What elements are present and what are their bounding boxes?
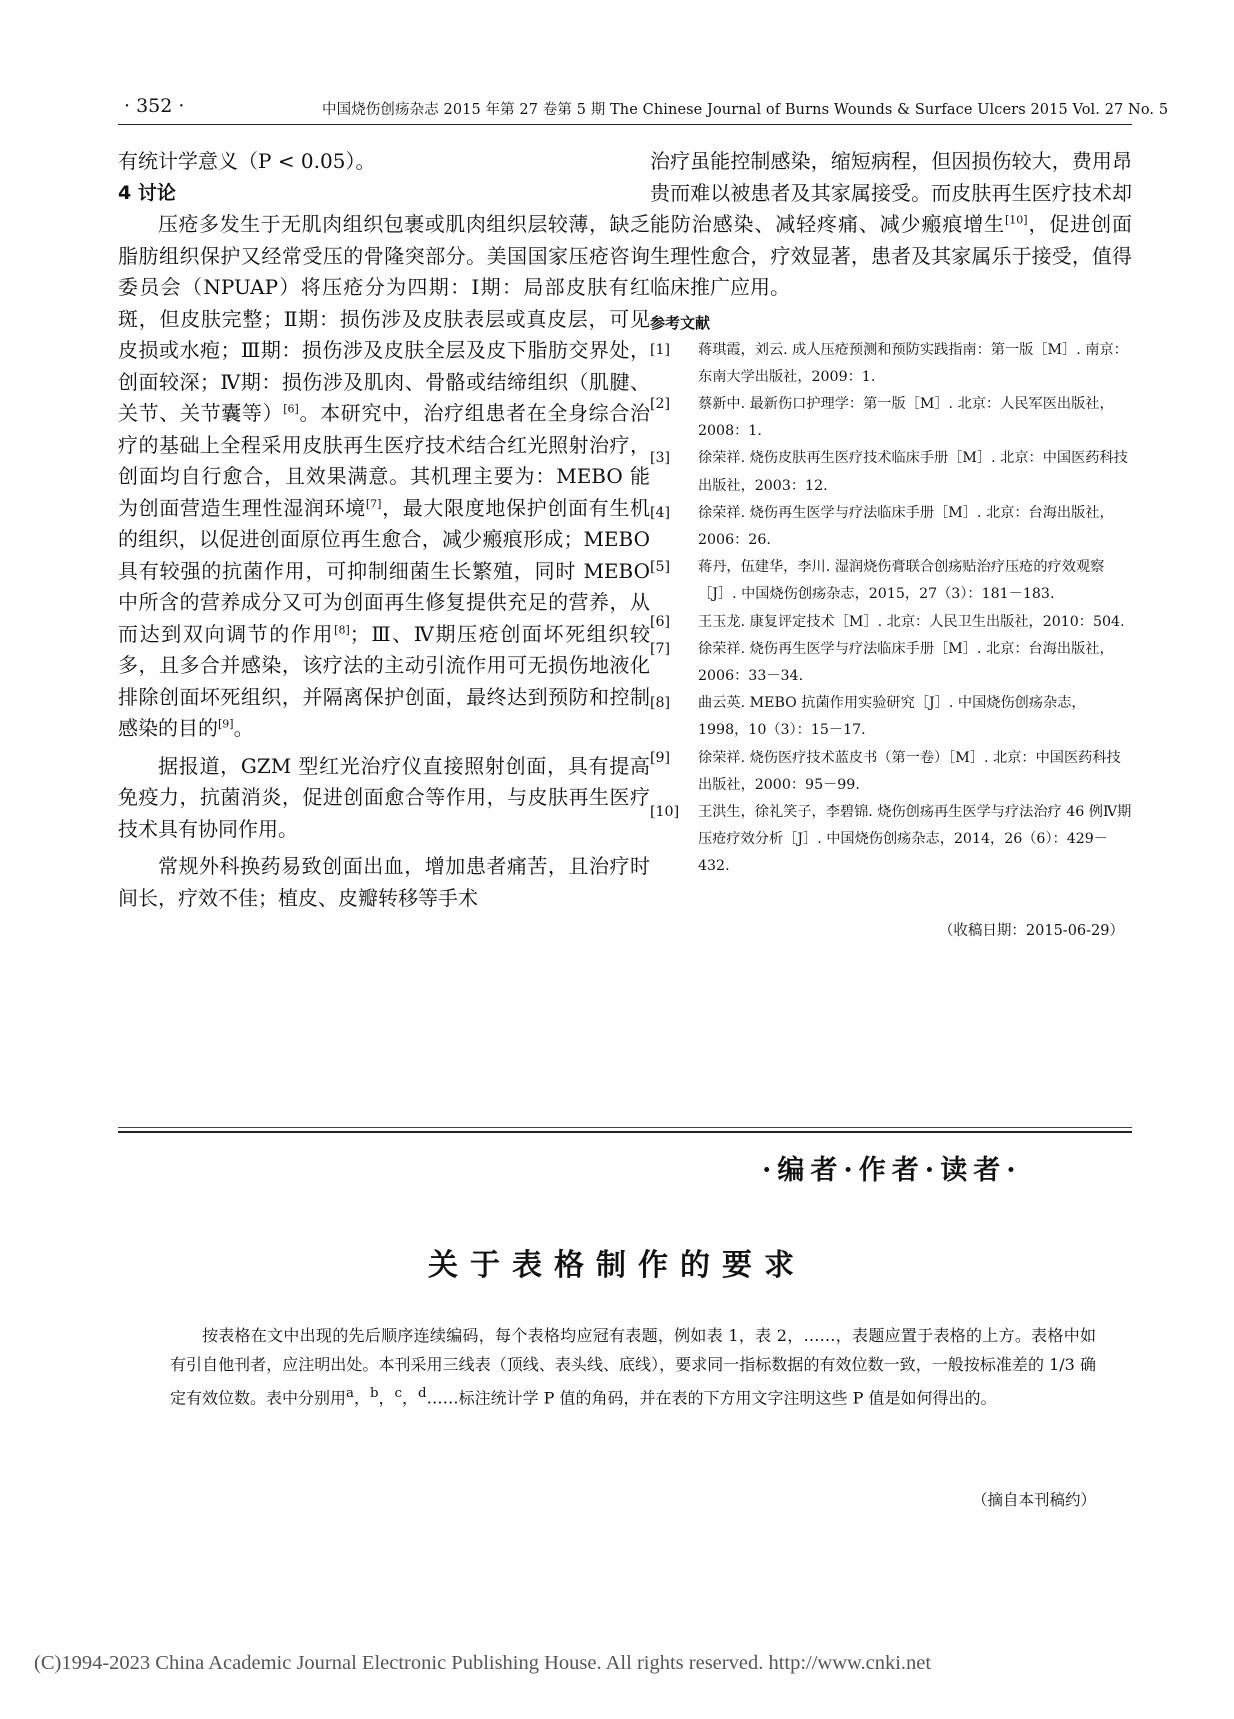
reference-item <box>650 609 1132 636</box>
notice-body <box>170 1321 1096 1412</box>
reference-text: 王洪生，徐礼笑子，李碧锦. 烧伤创疡再生医学与疗法治疗 46 例Ⅳ期压疮疗效分析［J］. 中国烧伤创疡杂志，2014，26（6）：429－432. <box>698 803 1132 875</box>
superscript-b: b <box>369 1386 379 1401</box>
notice-source: （摘自本刊稿约） <box>971 1491 1096 1509</box>
text-run: 。 <box>233 716 254 740</box>
reference-number: [7] <box>650 640 671 657</box>
reference-number: [6] <box>650 613 671 630</box>
header-rule <box>118 124 1132 125</box>
reference-item <box>650 745 1132 799</box>
reference-item <box>650 337 1132 391</box>
notice-paragraph <box>170 1321 1096 1412</box>
text-run: ，促进创面生理性愈合，疗效显著，患者及其家属乐于接受，值得临床推广应用。 <box>650 212 1133 299</box>
reference-text: 曲云英. MEBO 抗菌作用实验研究［J］. 中国烧伤创疡杂志，1998，10（3）：15－17. <box>698 695 1086 739</box>
citation-9: [9] <box>218 717 234 731</box>
reference-number: [3] <box>650 450 671 467</box>
paragraph-significance: 有统计学意义（P < 0.05）。 <box>118 149 376 173</box>
received-date: （收稿日期：2015-06-29） <box>938 922 1124 939</box>
text-run: 压疮多发生于无肌肉组织包裹或肌肉组织层较薄，缺乏脂肪组织保护又经常受压的骨隆突部分。美国国家压疮咨询委员会（NPUAP）将压疮分为四期：Ⅰ期：局部皮肤有红斑，但皮肤完整；Ⅱ期：损伤涉及皮肤表层或真皮层，可见皮损或水疱；Ⅲ期：损伤涉及皮肤全层及皮下脂肪交界处，创面较深；Ⅳ期：损伤涉及肌肉、骨骼或结缔组织（肌腱、关节、关节囊等） <box>118 212 650 425</box>
running-header: 中国烧伤创疡杂志 2015 年第 27 卷第 5 期 The Chinese Journal of Burns Wounds & Surface Ulcers 2015 Vol. 27 No. 5 <box>322 102 1169 118</box>
paragraph-discussion-4 <box>650 146 1132 304</box>
section-heading-discussion: 4 讨论 <box>118 181 176 204</box>
section-divider-thin <box>118 1127 1132 1128</box>
reference-number: [2] <box>650 395 671 412</box>
citation-8: [8] <box>334 622 350 636</box>
reference-text: 蒋丹，伍建华，李川. 湿润烧伤膏联合创疡贴治疗压疮的疗效观察［J］. 中国烧伤创疡杂志，2015，27（3）：181－183. <box>698 559 1105 603</box>
reference-number: [8] <box>650 695 671 712</box>
section-divider-thick <box>118 1131 1132 1133</box>
reference-item <box>650 690 1132 744</box>
citation-7: [7] <box>365 496 382 510</box>
notice-title: 关于表格制作的要求 <box>428 1248 806 1283</box>
reference-text: 徐荣祥. 烧伤医疗技术蓝皮书（第一卷）［M］. 北京：中国医药科技出版社，2000：95－99. <box>698 749 1121 793</box>
reference-item <box>650 391 1132 445</box>
text-run: 按表格在文中出现的先后顺序连续编码，每个表格均应冠有表题，例如表 1，表 2，……，表题应置于表格的上方。表格中如有引自他刊者，应注明出处。本刊采用三线表（顶线、表头线、底线），要求同一指标数据的有效位数一致，一般按标准差的 1/3 确定有效位数。表中分别用 <box>170 1326 1096 1408</box>
separator: ， <box>353 1388 370 1408</box>
text-run: ，最大限度地保护创面有生机的组织，以促进创面原位再生愈合，减少瘢痕形成；MEBO 具有较强的抗菌作用，可抑制细菌生长繁殖，同时 MEBO 中所含的营养成分又可为创面再生修复提供充足的营养，从而达到双向调节的作用 <box>118 495 650 646</box>
reference-item <box>650 445 1132 499</box>
paragraph-discussion-3: 常规外科换药易致创面出血，增加患者痛苦，且治疗时间长，疗效不佳；植皮、皮瓣转移等手术 <box>118 854 650 910</box>
citation-6: [6] <box>283 402 299 416</box>
reference-number: [10] <box>650 803 680 820</box>
reference-text: 徐荣祥. 烧伤再生医学与疗法临床手册［M］. 北京：台海出版社，2006：26. <box>698 504 1114 548</box>
left-column <box>118 146 650 914</box>
citation-10: [10] <box>1005 213 1028 227</box>
reference-text: 王玉龙. 康复评定技术［M］. 北京：人民卫生出版社，2010：504. <box>698 613 1125 630</box>
reference-text: 蔡新中. 最新伤口护理学：第一版［M］. 北京：人民军医出版社，2008：1. <box>698 395 1114 440</box>
reference-item <box>650 636 1132 690</box>
copyright-footer: (C)1994-2023 China Academic Journal Electronic Publishing House. All rights reserved. http://www.cnki.net <box>34 1652 932 1674</box>
column-tag: ·编者·作者·读者· <box>762 1155 1022 1186</box>
text-run: 治疗虽能控制感染，缩短病程，但因损伤较大，费用昂贵而难以被患者及其家属接受。而皮肤再生医疗技术却能防治感染、减轻疼痛、减少瘢痕增生 <box>650 149 1132 236</box>
separator: ， <box>378 1388 395 1408</box>
paragraph-discussion-1 <box>118 209 650 745</box>
text-run: ……标注统计学 P 值的角码，并在表的下方用文字注明这些 P 值是如何得出的。 <box>426 1388 997 1408</box>
text-run: 。本研究中，治疗组患者在全身综合治疗的基础上全程采用皮肤再生医疗技术结合红光照射治疗，创面均自行愈合，且效果满意。其机理主要为：MEBO 能为创面营造生理性湿润环境 <box>118 401 650 520</box>
reference-list <box>650 337 1132 881</box>
separator: ， <box>402 1388 419 1408</box>
reference-item <box>650 554 1132 608</box>
reference-text: 蒋琪霞，刘云. 成人压疮预测和预防实践指南：第一版［M］. 南京：东南大学出版社，2009：1. <box>698 341 1128 385</box>
text-run: ；Ⅲ、Ⅳ期压疮创面坏死组织较多，且多合并感染，该疗法的主动引流作用可无损伤地液化排除创面坏死组织，并隔离保护创面，最终达到预防和控制感染的目的 <box>118 621 651 740</box>
paragraph-discussion-2: 据报道，GZM 型红光治疗仪直接照射创面，具有提高免疫力，抗菌消炎，促进创面愈合等作用，与皮肤再生医疗技术具有协同作用。 <box>118 753 650 841</box>
reference-text: 徐荣祥. 烧伤皮肤再生医疗技术临床手册［M］. 北京：中国医药科技出版社，2003：12. <box>698 450 1128 494</box>
reference-number: [5] <box>650 559 671 576</box>
superscript-d: d <box>418 1386 427 1401</box>
right-column <box>650 146 1132 940</box>
page-number: · 352 · <box>124 95 185 117</box>
references-heading: 参考文献 <box>650 313 711 332</box>
reference-item <box>650 500 1132 554</box>
reference-item <box>650 799 1132 881</box>
reference-text: 徐荣祥. 烧伤再生医学与疗法临床手册［M］. 北京：台海出版社，2006：33－34. <box>698 640 1114 684</box>
superscript-c: c <box>394 1386 403 1401</box>
reference-number: [9] <box>650 749 671 766</box>
reference-number: [4] <box>650 504 671 521</box>
reference-number: [1] <box>650 341 671 358</box>
superscript-a: a <box>346 1386 354 1401</box>
